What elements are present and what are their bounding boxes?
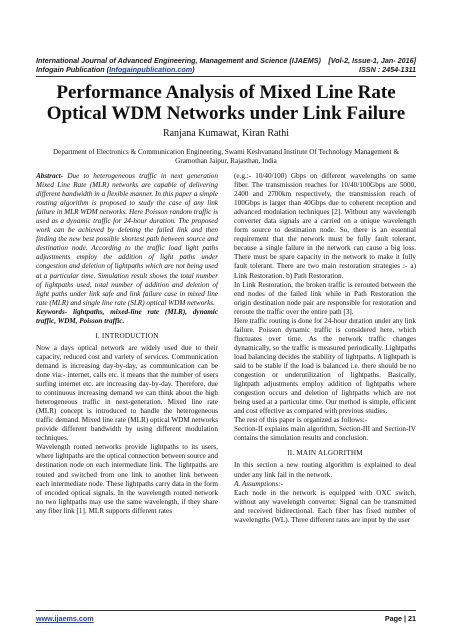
- left-column: [36, 172, 218, 516]
- journal-issn: ISSN : 2454-1311: [358, 65, 416, 74]
- body-paragraph-4: The rest of this paper is organized as follows:-: [234, 416, 368, 425]
- publisher-prefix: Infogain Publication (: [36, 65, 110, 74]
- body-paragraph-5: Section-II explains main algorithm, Section-III and Section-IV contains the simulation results and conclusion.: [234, 425, 416, 443]
- journal-volume: [Vol-2, Issue-1, Jan- 2016]: [328, 56, 416, 65]
- subsection-heading-assumptions: A. Assumptions:-: [234, 479, 283, 488]
- abstract-label: Abstract-: [36, 172, 64, 180]
- page-number: Page | 21: [384, 614, 416, 623]
- intro-paragraph-2: Wavelength routed networks provide lightpaths to its users, where lightpaths are the optical connection between source and destination node on each intermediate link. The lightpaths are routed and switched from one link to another link between each intermediate node. These lightpaths carry data in the form of encoded optical signals. In the wavelength routed network no two lightpaths may use the same wavelength, if they share any fiber link [1]. MLR supports different rates: [36, 443, 219, 515]
- publisher-link[interactable]: Infogainpublication.com: [109, 65, 193, 74]
- section-heading-introduction: I. INTRODUCTION: [95, 331, 159, 340]
- journal-name: International Journal of Advanced Engineering, Management and Science (IJAEMS): [36, 56, 321, 65]
- journal-header: [36, 56, 416, 74]
- publisher-suffix: ): [192, 65, 195, 74]
- body-paragraph-7: Each node in the network is equipped with OXC switch, without any wavelength converter. Signal can be transmitted and received bidirectional. Each fiber has fixed number of wavelengths (WL). Three different rates are input by the user: [234, 488, 416, 524]
- keywords: [36, 308, 218, 326]
- paper-title: Performance Analysis of Mixed Line Rate Optical WDM Networks under Link Failure: [46, 82, 406, 124]
- abstract-text: Due to heterogeneous traffic in next generation Mixed Line Rate (MLR) networks are capable of delivering different bandwidth in a flexible manner. In this paper a simple routing algorithm is proposed to study the case of any link failure in MLR WDM networks. Here Poisson random traffic is used as a dynamic traffic for 24-hour duration. The proposed work can be achieved by deleting the failed link and then finding the new best possible shortest path between source and destination node. According to the traffic load light paths adjustments employ the addition of light paths under congestion and deletion of lightpaths which are not being used at a particular time. Simulation result shows the total number of lightpaths used, total number of addition and deletion of light paths under link safe and link failure case in mixed line rate (MLR) and single line rate (SLR) optical WDM networks.: [36, 172, 218, 307]
- footer-divider: [36, 610, 416, 611]
- paper-authors: Ranjana Kumawat, Kiran Rathi: [162, 128, 290, 139]
- body-paragraph-1: (e.g.:- 10/40/100) Gbps on different wavelengths on same fiber. The transmission reaches for 10/40/100Gbps are 5000, 2400 and 2700km respectively, the transmission reach of 100Gbps is larger than 40Gbps due to coherent reception and advanced modulation techniques [2]. Without any wavelength converter data signals are a carried on a unique wavelength form source to destination node. So, there is an essential requirement that the network must be fully fault tolerant, because a single failure in the network can cause a big loss. There must be spare capacity in the network to make it fully fault tolerant. There are two main restoration strategies :- a) Link Restoration. b) Path Restoration.: [234, 172, 416, 280]
- keywords-label: Keywords-: [36, 307, 68, 316]
- publisher-line: [36, 65, 195, 74]
- footer-site-link[interactable]: www.ijaems.com: [36, 614, 94, 623]
- author-affiliation: Department of Electronics & Communication Engineering, Swami Keshvanand Institute Of Technology Management & Gramothan Jaipur, Rajasthan, India: [52, 148, 400, 165]
- section-heading-main-algorithm: II. MAIN ALGORITHM: [287, 449, 363, 458]
- right-column: [234, 172, 416, 525]
- header-divider: [36, 76, 416, 77]
- keywords-text: lightpaths, mixed-line rate (MLR), dynamic traffic, WDM, Poisson traffic.: [36, 307, 218, 325]
- body-paragraph-2: In Link Restoration, the broken traffic is rerouted between the end nodes of the failed link while in Path Restoration the origin destination node pair are responsible for restoration and reroute the traffic over the entire path [3].: [234, 280, 416, 316]
- body-paragraph-3: Here traffic routing is done for 24-hour duration under any link failure. Poisson dynamic traffic is considered here, which fluctuates over time. As the network traffic changes dynamically, so the traffic is measured periodically. Lightpaths load balancing decides the stability of lightpaths. A lightpath is said to be stable if the load is balanced i.e. there should be no congestion or underutilization of lightpaths. Basically, lightpath adjustments employ addition of lightpaths where congestion occurs and deletion of lightpaths which are not being used at a particular time. Our method is simple, efficient and cost effective as compared with previous studies.: [234, 316, 416, 416]
- abstract: [36, 172, 218, 308]
- page-footer: [36, 614, 416, 623]
- intro-paragraph-1: Now a days optical network are widely used due to their capacity, reduced cost and variety of services. Communication demand is increasing day-by-day, as communication can be done via:- internet, calls etc. it means that the number of users surfing internet etc. are increasing day-by-day. Therefore, due to continuous increasing demand we can think about the high heterogeneous traffic in next-generation. Mixed line rate (MLR) concept is introduced to handle the heterogeneous traffic demand. Mixed line rate (MLR) optical WDM networks provide different bandwidth by using different modulation techniques.: [36, 343, 218, 443]
- body-paragraph-6: In this section a new routing algorithm is explained to deal under any link fail in the network.: [234, 461, 416, 479]
